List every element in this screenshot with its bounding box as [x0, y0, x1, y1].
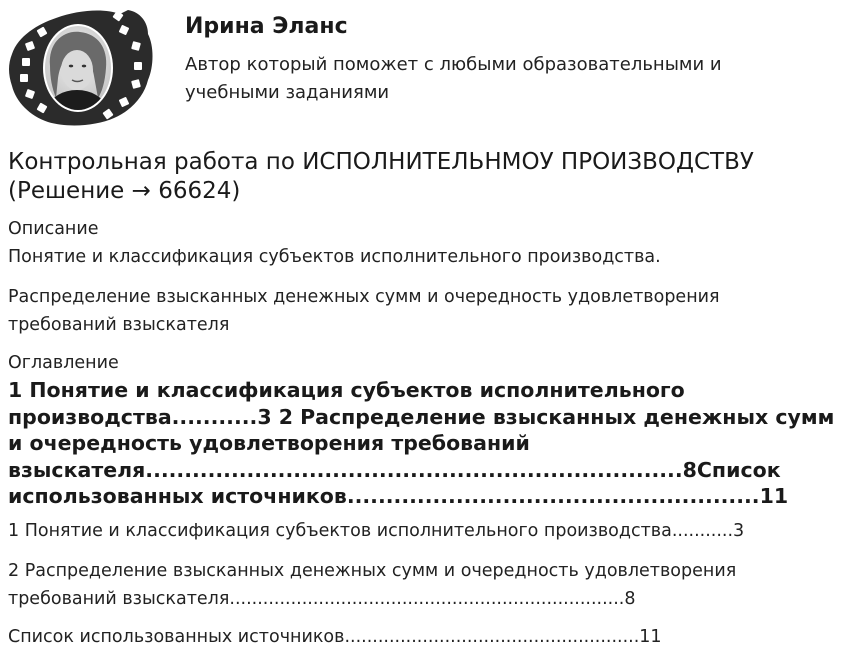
toc-item: 1 Понятие и классификация субъектов исполнительного производства...........3 [8, 521, 745, 541]
toc-bold-block: 1 Понятие и классификация субъектов исполнительного производства...........3 2 Распределение взысканных денежных сумм и очередность удовлетворения требований взыскателя.....................................................................8Список использованных источников.....................................................11 [8, 378, 835, 508]
author-card [8, 6, 838, 128]
toc-label: Оглавление [8, 353, 119, 373]
film-frame-avatar-icon [8, 6, 158, 128]
description-item: Распределение взысканных денежных сумм и очередность удовлетворения требований взыскателя [8, 287, 720, 335]
author-name[interactable]: Ирина Эланс [185, 14, 348, 39]
toc-item: 2 Распределение взысканных денежных сумм и очередность удовлетворения требований взыскателя.......................................................................8 [8, 561, 737, 609]
toc-item: Список использованных источников.....................................................11 [8, 627, 662, 647]
description-item: Понятие и классификация субъектов исполнительного производства. [8, 247, 661, 267]
description-label: Описание [8, 219, 99, 239]
author-description: Автор который поможет с любыми образовательными и учебными заданиями [185, 54, 722, 103]
page-title: Контрольная работа по ИСПОЛНИТЕЛЬНМОУ ПРОИЗВОДСТВУ (Решение → 66624) [8, 149, 754, 204]
author-avatar[interactable] [8, 6, 158, 128]
